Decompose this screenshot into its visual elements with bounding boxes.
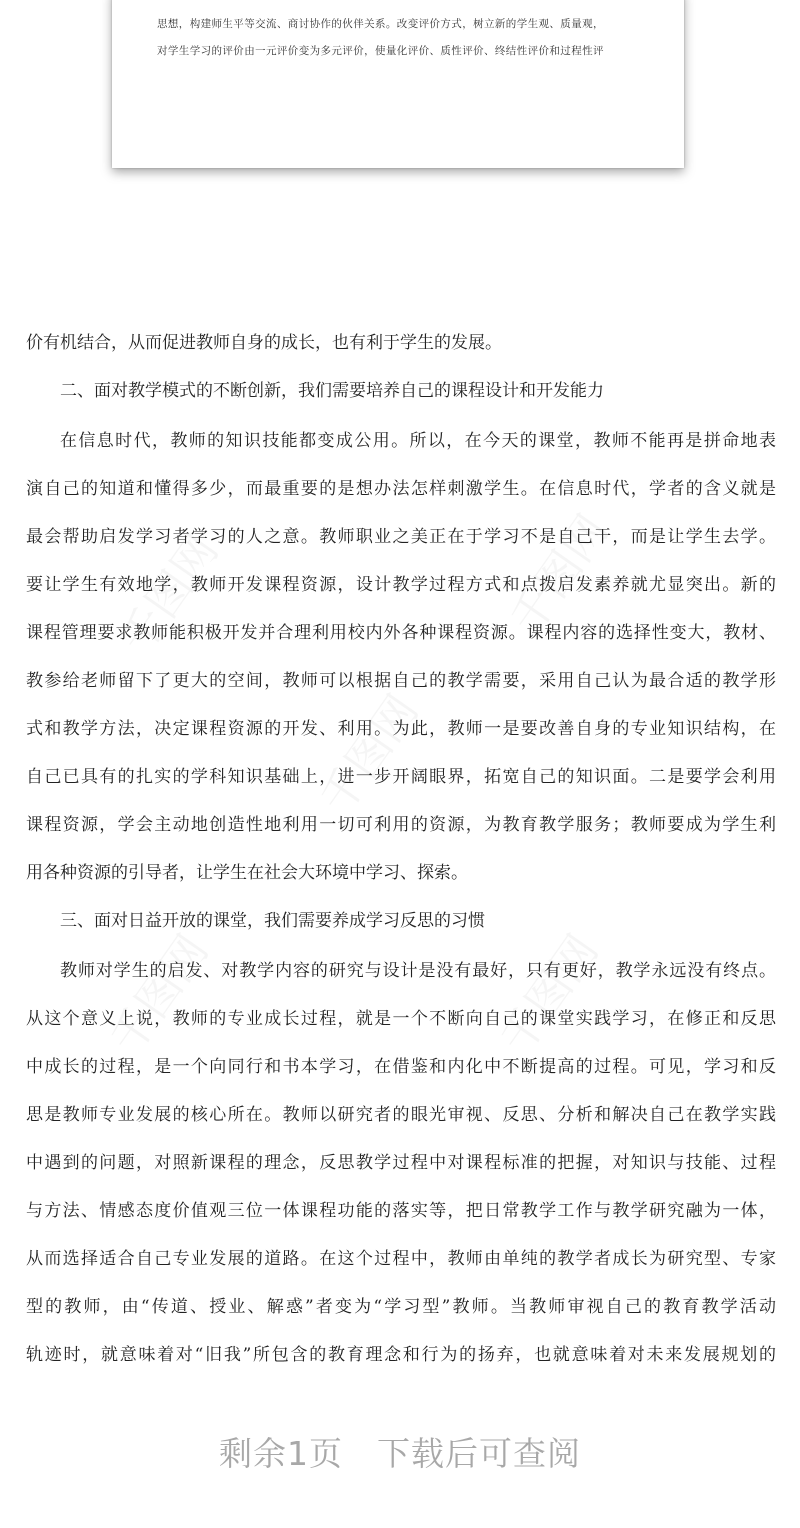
section-heading: 三、面对日益开放的课堂，我们需要养成学习反思的习惯 — [60, 911, 485, 931]
paragraph-line: 用各种资源的引导者，让学生在社会大环境中学习、探索。 — [26, 863, 468, 883]
watermark: 千图网 — [310, 685, 429, 824]
paragraph-line: 式和教学方法，决定课程资源的开发、利用。为此，教师一是要改善自身的专业知识结构，在 — [26, 719, 776, 739]
section-heading: 二、面对教学模式的不断创新，我们需要培养自己的课程设计和开发能力 — [60, 381, 604, 401]
watermark: 千图网 — [110, 525, 229, 664]
paragraph-line: 思是教师专业发展的核心所在。教师以研究者的眼光审视、反思、分析和解决自己在教学实践 — [26, 1105, 776, 1125]
paragraph-line: 型的教师，由“传道、授业、解惑”者变为“学习型”教师。当教师审视自己的教育教学活动 — [26, 1297, 776, 1317]
watermark: 千图网 — [100, 925, 219, 1064]
paragraph-line: 课程管理要求教师能积极开发并合理利用校内外各种课程资源。课程内容的选择性变大，教材、 — [26, 623, 776, 643]
paragraph-line: 教参给老师留下了更大的空间，教师可以根据自己的教学需要，采用自己认为最合适的教学形 — [26, 671, 776, 691]
paragraph-line: 在信息时代，教师的知识技能都变成公用。所以，在今天的课堂，教师不能再是拼命地表 — [60, 431, 776, 451]
paragraph-line: 自己已具有的扎实的学科知识基础上，进一步开阔眼界，拓宽自己的知识面。二是要学会利用 — [26, 767, 776, 787]
paragraph-line: 轨迹时，就意味着对“旧我”所包含的教育理念和行为的扬弃，也就意味着对未来发展规划的 — [26, 1345, 776, 1365]
paragraph-line: 从这个意义上说，教师的专业成长过程，就是一个不断向自己的课堂实践学习，在修正和反思 — [26, 1009, 776, 1029]
preview-text-line: 对学生学习的评价由一元评价变为多元评价，使量化评价、质性评价、终结性评价和过程性评 — [157, 45, 604, 57]
paragraph-line: 教师对学生的启发、对教学内容的研究与设计是没有最好，只有更好，教学永远没有终点。 — [60, 961, 776, 981]
preview-text-line: 思想，构建师生平等交流、商讨协作的伙伴关系。改变评价方式，树立新的学生观、质量观， — [157, 18, 604, 30]
paragraph-line: 与方法、情感态度价值观三位一体课程功能的落实等，把日常教学工作与教学研究融为一体， — [26, 1201, 776, 1221]
paragraph-line: 中遇到的问题，对照新课程的理念，反思教学过程中对课程标准的把握，对知识与技能、过程 — [26, 1153, 776, 1173]
download-hint: 下载后可查阅 — [377, 1434, 581, 1473]
paragraph-line: 要让学生有效地学，教师开发课程资源，设计教学过程方式和点拨启发素养就尤显突出。新的 — [26, 575, 776, 595]
paragraph-line: 演自己的知道和懂得多少，而最重要的是想办法怎样刺激学生。在信息时代，学者的含义就是 — [26, 479, 776, 499]
previous-page-preview — [112, 0, 684, 168]
paragraph-line: 课程资源，学会主动地创造性地利用一切可利用的资源，为教育教学服务；教师要成为学生利 — [26, 815, 776, 835]
paragraph-line: 从而选择适合自己专业发展的道路。在这个过程中，教师由单纯的教学者成长为研究型、专家 — [26, 1249, 776, 1269]
remaining-pages-prompt[interactable] — [0, 1428, 800, 1475]
paragraph-line: 最会帮助启发学习者学习的人之意。教师职业之美正在于学习不是自己干，而是让学生去学。 — [26, 527, 776, 547]
paragraph-line: 中成长的过程，是一个向同行和书本学习，在借鉴和内化中不断提高的过程。可见，学习和反 — [26, 1057, 776, 1077]
watermark: 千图网 — [490, 925, 609, 1064]
remaining-pages-count: 剩余1页 — [219, 1434, 343, 1473]
paragraph-line: 价有机结合，从而促进教师自身的成长，也有利于学生的发展。 — [26, 333, 502, 353]
watermark: 千图网 — [500, 505, 619, 644]
